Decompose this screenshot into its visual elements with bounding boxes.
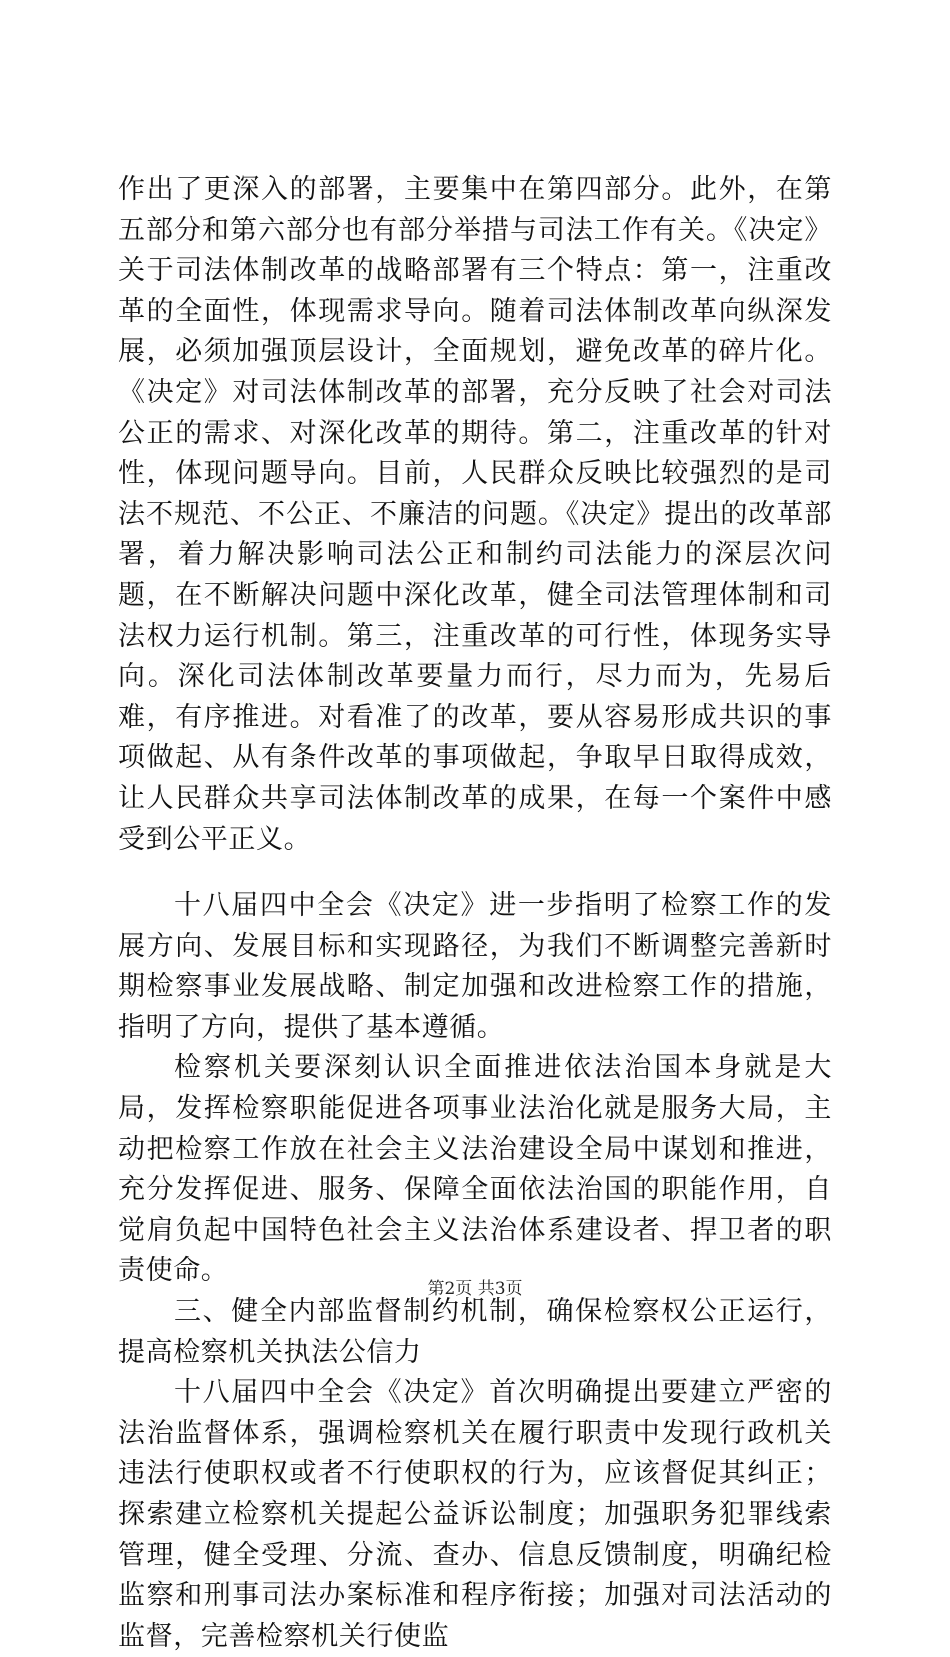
- document-body: [118, 170, 832, 1657]
- page-number: 第2页 共3页: [427, 1279, 523, 1299]
- paragraph: 十八届四中全会《决定》进一步指明了检察工作的发展方向、发展目标和实现路径，为我们不断调整完善新时期检察事业发展战略、制定加强和改进检察工作的措施，指明了方向，提供了基本遵循。: [118, 890, 832, 1043]
- paragraph: 十八届四中全会《决定》首次明确提出要建立严密的法治监督体系，强调检察机关在履行职责中发现行政机关违法行使职权或者不行使职权的行为，应该督促其纠正；探索建立检察机关提起公益诉讼制度；加强职务犯罪线索管理，健全受理、分流、查办、信息反馈制度，明确纪检监察和刑事司法办案标准和程序衔接；加强对司法活动的监督，完善检察机关行使监: [118, 1377, 832, 1652]
- section-heading: 三、健全内部监督制约机制，确保检察权公正运行，提高检察机关执法公信力: [118, 1296, 832, 1368]
- paragraph-continued: 作出了更深入的部署，主要集中在第四部分。此外，在第五部分和第六部分也有部分举措与司法工作有关。《决定》关于司法体制改革的战略部署有三个特点：第一，注重改革的全面性，体现需求导向。随着司法体制改革向纵深发展，必须加强顶层设计，全面规划，避免改革的碎片化。《决定》对司法体制改革的部署，充分反映了社会对司法公正的需求、对深化改革的期待。第二，注重改革的针对性，体现问题导向。目前，人民群众反映比较强烈的是司法不规范、不公正、不廉洁的问题。《决定》提出的改革部署，着力解决影响司法公正和制约司法能力的深层次问题，在不断解决问题中深化改革，健全司法管理体制和司法权力运行机制。第三，注重改革的可行性，体现务实导向。深化司法体制改革要量力而行，尽力而为，先易后难，有序推进。对看准了的改革，要从容易形成共识的事项做起、从有条件改革的事项做起，争取早日取得成效，让人民群众共享司法体制改革的成果，在每一个案件中感受到公平正义。: [118, 174, 832, 855]
- paragraph: 检察机关要深刻认识全面推进依法治国本身就是大局，发挥检察职能促进各项事业法治化就是服务大局，主动把检察工作放在社会主义法治建设全局中谋划和推进，充分发挥促进、服务、保障全面依法治国的职能作用，自觉肩负起中国特色社会主义法治体系建设者、捍卫者的职责使命。: [118, 1052, 832, 1287]
